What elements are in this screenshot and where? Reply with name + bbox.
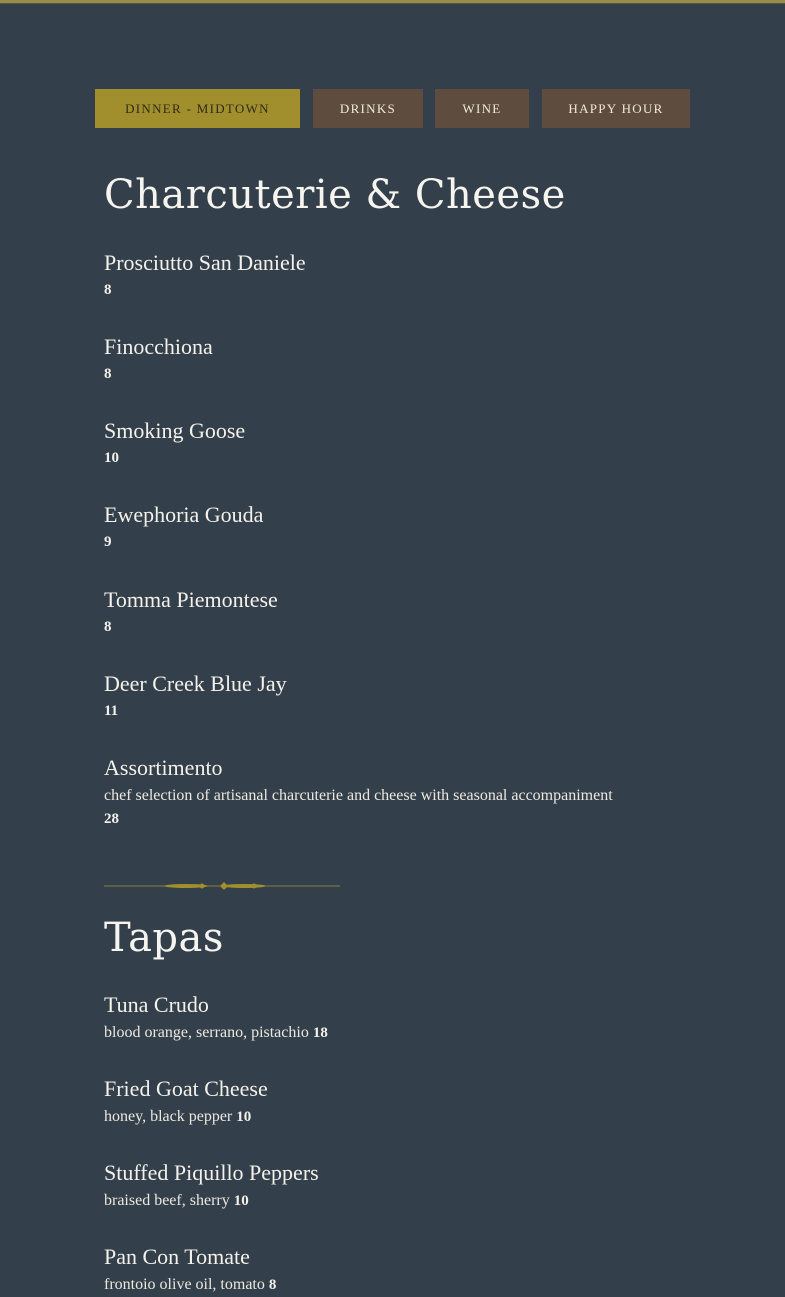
menu-item bbox=[104, 588, 744, 636]
item-name: Deer Creek Blue Jay bbox=[104, 671, 287, 696]
item-name: Fried Goat Cheese bbox=[104, 1076, 268, 1101]
item-description: blood orange, serrano, pistachio bbox=[104, 1024, 309, 1041]
menu-item bbox=[104, 993, 744, 1043]
item-price: 10 bbox=[236, 1109, 252, 1125]
menu-item bbox=[104, 335, 744, 383]
item-name: Smoking Goose bbox=[104, 418, 246, 443]
item-price: 9 bbox=[104, 534, 112, 550]
item-price: 18 bbox=[312, 1025, 328, 1041]
item-description: chef selection of artisanal charcuterie and cheese with seasonal accompaniment bbox=[104, 787, 613, 804]
menu-item bbox=[104, 1161, 744, 1211]
item-name: Stuffed Piquillo Peppers bbox=[104, 1160, 319, 1185]
tab-dinner-midtown[interactable]: DINNER - MIDTOWN bbox=[95, 89, 300, 128]
item-name: Tuna Crudo bbox=[104, 992, 209, 1017]
item-price: 28 bbox=[104, 811, 119, 827]
item-price: 8 bbox=[104, 366, 112, 382]
tab-wine[interactable]: WINE bbox=[435, 89, 529, 128]
item-price: 11 bbox=[104, 703, 119, 719]
item-name: Ewephoria Gouda bbox=[104, 502, 264, 527]
section-title-tapas: Tapas bbox=[104, 915, 224, 961]
menu-item bbox=[104, 756, 744, 828]
top-accent-rule bbox=[0, 0, 785, 4]
item-description: frontoio olive oil, tomato bbox=[104, 1276, 265, 1293]
menu-item bbox=[104, 503, 744, 551]
menu-item bbox=[104, 672, 744, 720]
item-price: 10 bbox=[233, 1193, 249, 1209]
item-name: Finocchiona bbox=[104, 334, 213, 359]
item-name: Prosciutto San Daniele bbox=[104, 250, 306, 275]
tab-happy-hour[interactable]: HAPPY HOUR bbox=[542, 89, 690, 128]
item-price: 10 bbox=[104, 450, 119, 466]
menu-tabs bbox=[95, 89, 690, 128]
menu-item bbox=[104, 251, 744, 299]
menu-item bbox=[104, 419, 744, 467]
item-name: Assortimento bbox=[104, 755, 223, 780]
item-description: honey, black pepper bbox=[104, 1108, 233, 1125]
menu-item bbox=[104, 1077, 744, 1127]
ornamental-divider bbox=[104, 879, 340, 893]
item-price: 8 bbox=[104, 619, 112, 635]
tab-drinks[interactable]: DRINKS bbox=[313, 89, 423, 128]
section-title-charcuterie: Charcuterie & Cheese bbox=[104, 172, 566, 218]
item-name: Tomma Piemontese bbox=[104, 587, 278, 612]
item-name: Pan Con Tomate bbox=[104, 1244, 250, 1269]
item-price: 8 bbox=[268, 1277, 277, 1293]
item-price: 8 bbox=[104, 282, 112, 298]
menu-item bbox=[104, 1245, 744, 1295]
item-description: braised beef, sherry bbox=[104, 1192, 230, 1209]
